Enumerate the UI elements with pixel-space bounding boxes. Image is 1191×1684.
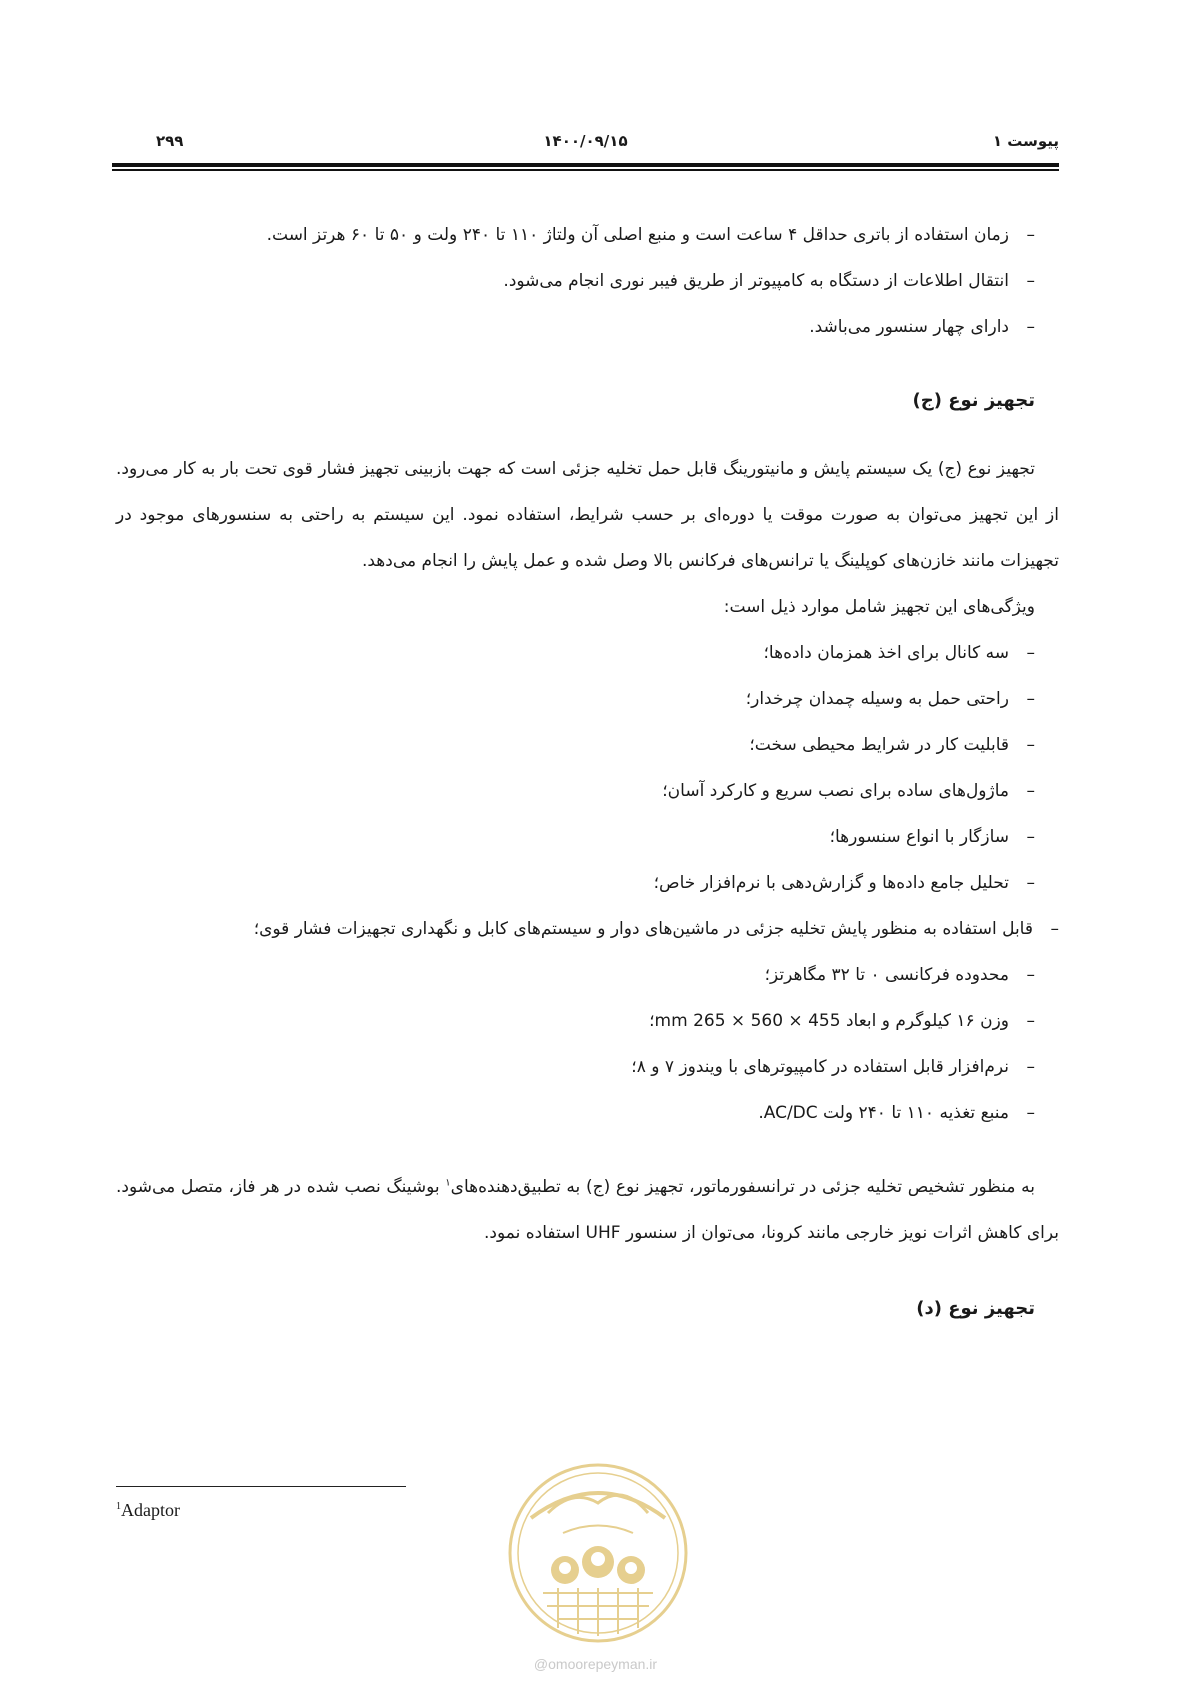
header-page-number: ۲۹۹ xyxy=(156,132,184,150)
list-item: –زمان استفاده از باتری حداقل ۴ ساعت است و منبع اصلی آن ولتاژ ۱۱۰ تا ۲۴۰ ولت و ۵۰ تا ۶۰ هرتز است. xyxy=(266,225,1035,245)
section-c-paragraph: تجهیز نوع (ج) یک سیستم پایش و مانیتورینگ قابل حمل تخلیه جزئی است که جهت بازبینی تجهیز فشار قوی تحت بار به کار می‌رود. از این تجهیز می‌توان به صورت موقت یا دوره‌ای بر حسب شرایط، استفاده نمود. این سیستم به راحتی به سنسورهای موجود در تجهیزات مانند خازن‌های کوپلینگ یا ترانس‌های فرکانس بالا وصل شده و عمل پایش را انجام می‌دهد. xyxy=(116,459,1059,571)
intro-bullet-list xyxy=(116,212,1059,350)
footnote-reference: ۱ xyxy=(445,1177,451,1189)
list-item: –نرم‌افزار قابل استفاده در کامپیوترهای با ویندوز ۷ و ۸؛ xyxy=(631,1057,1035,1077)
footnote xyxy=(116,1500,180,1521)
list-item: –قابل استفاده به منظور پایش تخلیه جزئی در ماشین‌های دوار و سیستم‌های کابل و نگهداری تجهیزات فشار قوی؛ xyxy=(253,919,1059,939)
list-item: –راحتی حمل به وسیله چمدان چرخدار؛ xyxy=(745,689,1035,709)
list-item: –قابلیت کار در شرایط محیطی سخت؛ xyxy=(749,735,1035,755)
footnote-divider xyxy=(116,1486,406,1487)
list-item: –وزن ۱۶ کیلوگرم و ابعاد 455 × 560 × 265 mm؛ xyxy=(649,1011,1035,1031)
watermark-url: @omoorepeyman.ir xyxy=(533,1656,658,1672)
list-item: –ماژول‌های ساده برای نصب سریع و کارکرد آسان؛ xyxy=(662,781,1035,801)
list-item: –محدوده فرکانسی ۰ تا ۳۲ مگاهرتز؛ xyxy=(764,965,1035,985)
list-item: –دارای چهار سنسور می‌باشد. xyxy=(809,317,1035,337)
section-c-closing-paragraph: به منظور تشخیص تخلیه جزئی در ترانسفورماتور، تجهیز نوع (ج) به تطبیق‌دهنده‌های$^۱$ بوشینگ نصب شده در هر فاز، متصل می‌شود. برای کاهش اثرات نویز خارجی مانند کرونا، می‌توان از سنسور UHF استفاده نمود. xyxy=(116,1177,1059,1243)
footnote-text: Adaptor xyxy=(121,1500,180,1520)
footnote-marker: 1 xyxy=(116,1501,121,1512)
list-item: –سازگار با انواع سنسورها؛ xyxy=(829,827,1035,847)
header-divider-thick xyxy=(112,163,1059,167)
list-item: –سه کانال برای اخذ همزمان داده‌ها؛ xyxy=(763,643,1035,663)
page-body xyxy=(116,212,1059,1332)
page-header xyxy=(112,128,1059,158)
list-item: –منبع تغذیه ۱۱۰ تا ۲۴۰ ولت AC/DC. xyxy=(758,1103,1035,1123)
watermark-seal-icon xyxy=(503,1458,693,1648)
header-date: ۱۴۰۰/۰۹/۱۵ xyxy=(543,132,628,150)
section-heading-c: تجهیز نوع (ج) xyxy=(912,390,1035,411)
features-intro: ویژگی‌های این تجهیز شامل موارد ذیل است: xyxy=(723,597,1035,617)
section-heading-d: تجهیز نوع (د) xyxy=(916,1298,1035,1319)
header-section-label: پیوست ۱ xyxy=(992,132,1059,150)
list-item: –انتقال اطلاعات از دستگاه به کامپیوتر از طریق فیبر نوری انجام می‌شود. xyxy=(503,271,1035,291)
features-list xyxy=(116,630,1059,1136)
header-divider-thin xyxy=(112,169,1059,171)
list-item: –تحلیل جامع داده‌ها و گزارش‌دهی با نرم‌افزار خاص؛ xyxy=(653,873,1035,893)
